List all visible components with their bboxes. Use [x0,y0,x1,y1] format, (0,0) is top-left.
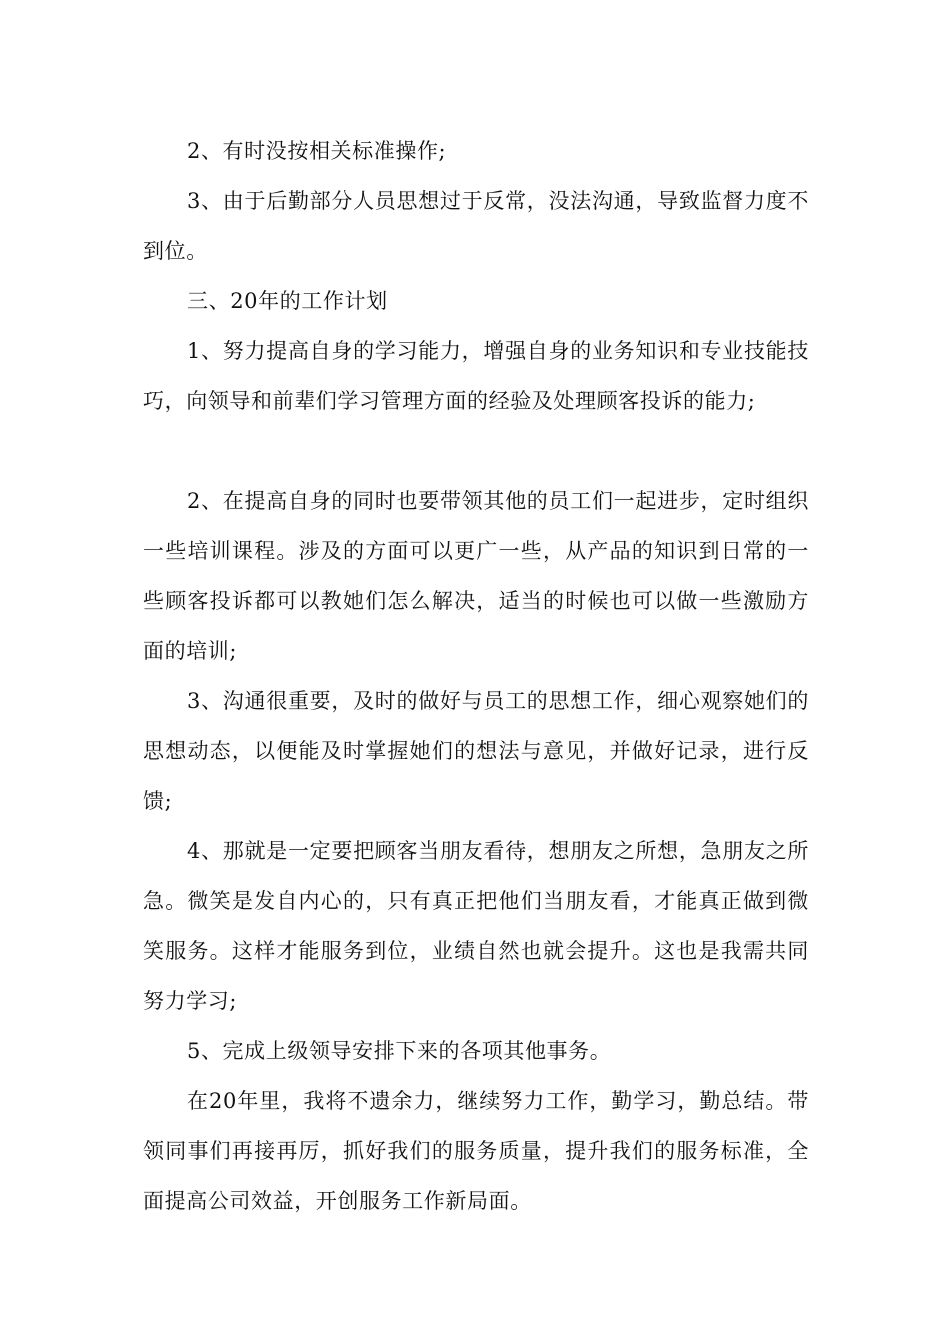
plan-item-5: 5、完成上级领导安排下来的各项其他事务。 [187,1039,612,1063]
paragraph-item-3: 3、由于后勤部分人员思想过于反常，没法沟通，导致监督力度不到位。 [143,189,809,263]
document-body [143,126,809,1226]
plan-item-4: 4、那就是一定要把顾客当朋友看待，想朋友之所想，急朋友之所急。微笑是发自内心的，只有真正把他们当朋友看，才能真正做到微笑服务。这样才能服务到位，业绩自然也就会提升。这也是我需共同努力学习; [143,839,809,1013]
plan-item-1: 1、努力提高自身的学习能力，增强自身的业务知识和专业技能技巧，向领导和前辈们学习管理方面的经验及处理顾客投诉的能力; [143,339,809,413]
plan-item-2: 2、在提高自身的同时也要带领其他的员工们一起进步，定时组织一些培训课程。涉及的方面可以更广一些，从产品的知识到日常的一些顾客投诉都可以教她们怎么解决，适当的时候也可以做一些激励方面的培训; [143,489,809,663]
closing-paragraph: 在20年里，我将不遗余力，继续努力工作，勤学习，勤总结。带领同事们再接再厉，抓好我们的服务质量，提升我们的服务标准，全面提高公司效益，开创服务工作新局面。 [143,1089,809,1213]
paragraph-item-2: 2、有时没按相关标准操作; [187,139,447,163]
paragraph-gap [143,426,809,476]
plan-item-3: 3、沟通很重要，及时的做好与员工的思想工作，细心观察她们的思想动态，以便能及时掌握她们的想法与意见，并做好记录，进行反馈; [143,689,809,813]
section-heading-work-plan: 三、20年的工作计划 [187,289,388,313]
